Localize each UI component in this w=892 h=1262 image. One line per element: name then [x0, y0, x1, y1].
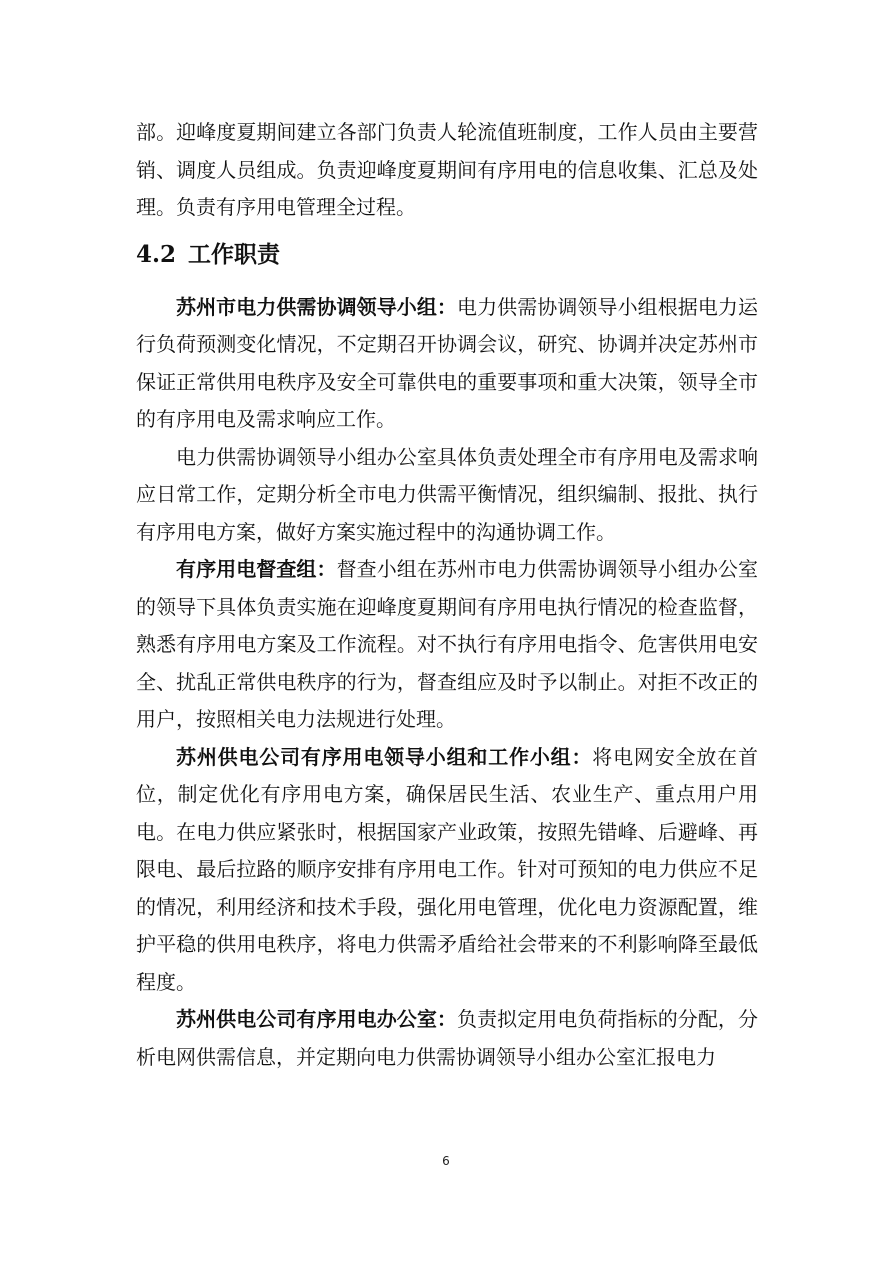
paragraph-text: 督查小组在苏州市电力供需协调领导小组办公室的领导下具体负责实施在迎峰度夏期间有序用电执行情况的检查监督，熟悉有序用电方案及工作流程。对不执行有序用电指令、危害供用电安全、扰乱正常供电秩序的行为，督查组应及时予以制止。对拒不改正的用户，按照相关电力法规进行处理。 — [136, 557, 759, 731]
paragraph-text: 将电网安全放在首位，制定优化有序用电方案，确保居民生活、农业生产、重点用户用电。在电力供应紧张时，根据国家产业政策，按照先错峰、后避峰、再限电、最后拉路的顺序安排有序用电工作。针对可预知的电力供应不足的情况，利用经济和技术手段，强化用电管理，优化电力资源配置，维护平稳的供用电秩序，将电力供需矛盾给社会带来的不利影响降至最低程度。 — [136, 744, 759, 994]
paragraph-lead: 苏州市电力供需协调领导小组： — [176, 294, 457, 319]
paragraph-company-groups — [136, 739, 758, 1002]
section-heading — [136, 233, 758, 277]
page-number: 6 — [442, 1154, 450, 1168]
paragraph-text: 电力供需协调领导小组办公室具体负责处理全市有序用电及需求响应日常工作，定期分析全市电力供需平衡情况，组织编制、报批、执行有序用电方案，做好方案实施过程中的沟通协调工作。 — [136, 444, 758, 544]
paragraph-lead: 有序用电督查组： — [176, 557, 337, 581]
page-body — [136, 114, 758, 1076]
paragraph-lead: 苏州供电公司有序用电办公室： — [176, 1007, 457, 1031]
paragraph-leadership-office — [136, 439, 758, 552]
paragraph-lead: 苏州供电公司有序用电领导小组和工作小组： — [176, 744, 593, 769]
intro-paragraph: 部。迎峰度夏期间建立各部门负责人轮流值班制度，工作人员由主要营销、调度人员组成。负责迎峰度夏期间有序用电的信息收集、汇总及处理。负责有序用电管理全过程。 — [136, 120, 758, 219]
paragraph-company-office — [136, 1001, 758, 1076]
paragraph-leadership-group — [136, 289, 758, 439]
paragraph-inspection-group — [136, 551, 758, 739]
paragraph-text: 负责拟定用电负荷指标的分配，分析电网供需信息，并定期向电力供需协调领导小组办公室汇报电力 — [136, 1007, 758, 1069]
section-title: 工作职责 — [188, 240, 281, 268]
paragraph-text: 电力供需协调领导小组根据电力运行负荷预测变化情况，不定期召开协调会议，研究、协调并决定苏州市保证正常供用电秩序及安全可靠供电的重要事项和重大决策，领导全市的有序用电及需求响应工作。 — [136, 294, 758, 431]
section-number: 4.2 — [136, 240, 177, 268]
